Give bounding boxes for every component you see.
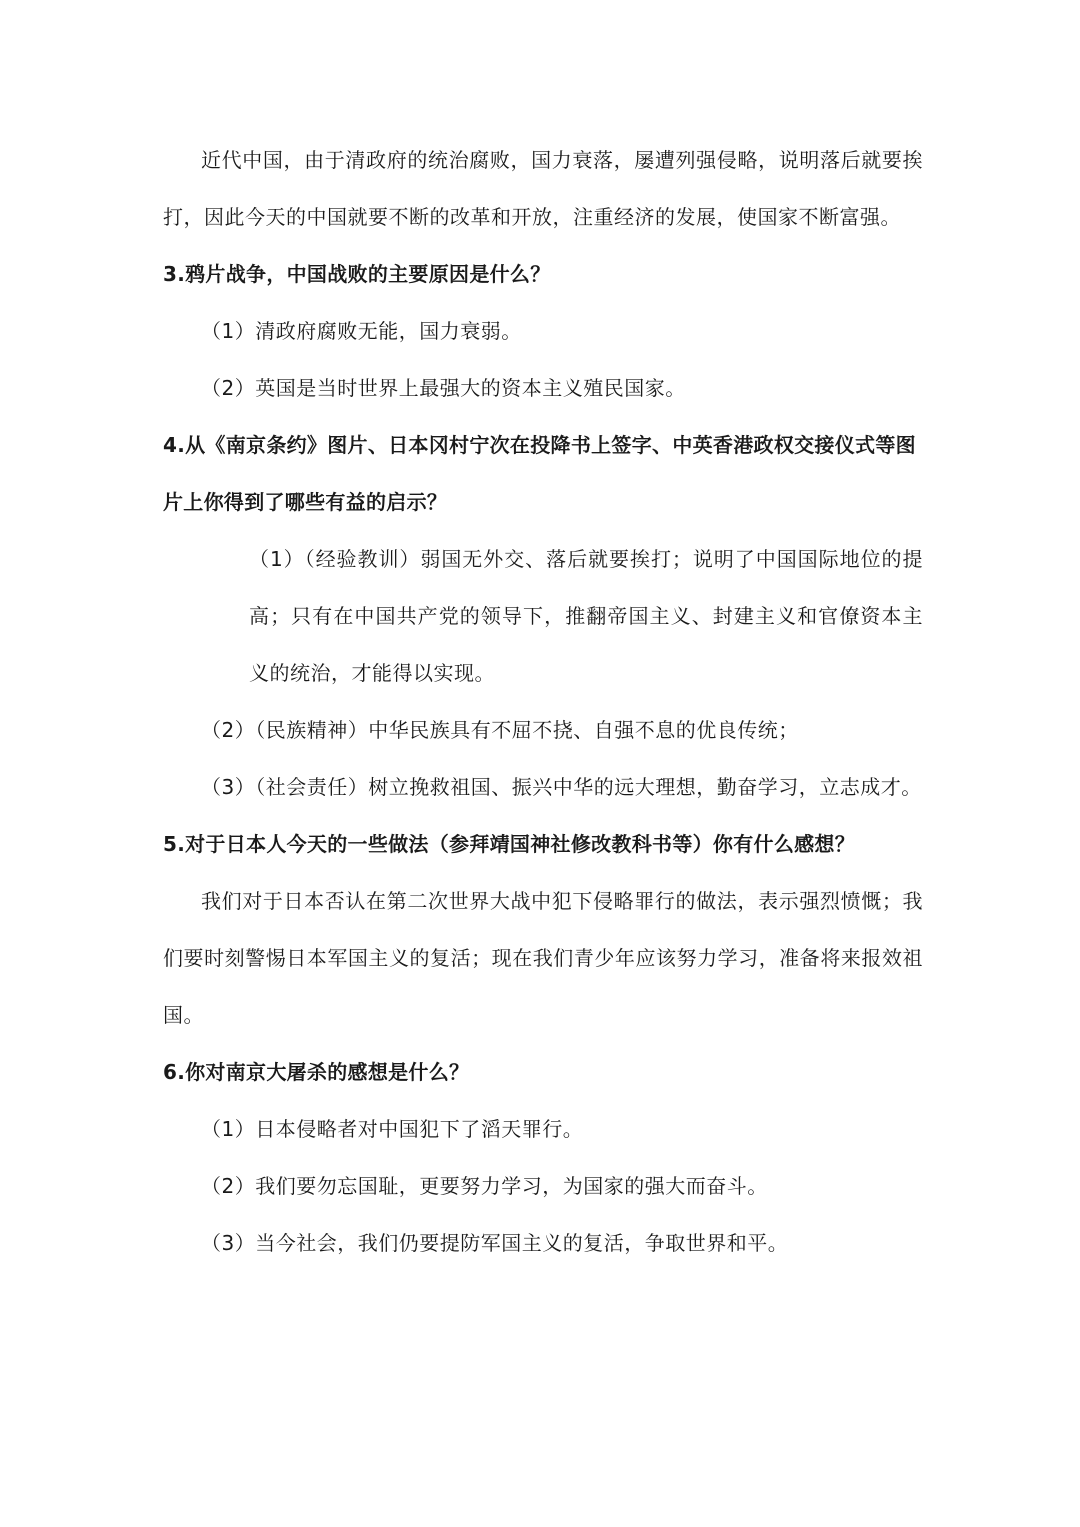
- question-4: 4.从《南京条约》图片、日本冈村宁次在投降书上签字、中英香港政权交接仪式等图片上你得到了哪些有益的启示？: [163, 433, 916, 514]
- q5-answer: 我们对于日本否认在第二次世界大战中犯下侵略罪行的做法，表示强烈愤慨；我们要时刻警惕日本军国主义的复活；现在我们青少年应该努力学习，准备将来报效祖国。: [163, 889, 923, 1027]
- q4-answer-3: （3）（社会责任）树立挽救祖国、振兴中华的远大理想，勤奋学习，立志成才。: [201, 775, 922, 799]
- question-3: 3.鸦片战争，中国战败的主要原因是什么？: [163, 262, 551, 286]
- document-page: [163, 132, 923, 1272]
- question-5: 5.对于日本人今天的一些做法（参拜靖国神社修改教科书等）你有什么感想？: [163, 832, 856, 856]
- q6-answer-2: （2）我们要勿忘国耻，更要努力学习，为国家的强大而奋斗。: [201, 1174, 768, 1198]
- intro-paragraph: 近代中国，由于清政府的统治腐败，国力衰落，屡遭列强侵略，说明落后就要挨打，因此今天的中国就要不断的改革和开放，注重经济的发展，使国家不断富强。: [163, 148, 923, 229]
- q3-answer-2: （2）英国是当时世界上最强大的资本主义殖民国家。: [201, 376, 686, 400]
- q4-answer-2: （2）（民族精神）中华民族具有不屈不挠、自强不息的优良传统；: [201, 718, 799, 742]
- q4-answer-1: （1）（经验教训）弱国无外交、落后就要挨打；说明了中国国际地位的提高；只有在中国共产党的领导下，推翻帝国主义、封建主义和官僚资本主义的统治，才能得以实现。: [249, 547, 923, 685]
- q6-answer-1: （1）日本侵略者对中国犯下了滔天罪行。: [201, 1117, 584, 1141]
- q3-answer-1: （1）清政府腐败无能，国力衰弱。: [201, 319, 522, 343]
- q6-answer-3: （3）当今社会，我们仍要提防军国主义的复活，争取世界和平。: [201, 1231, 789, 1255]
- question-6: 6.你对南京大屠杀的感想是什么？: [163, 1060, 470, 1084]
